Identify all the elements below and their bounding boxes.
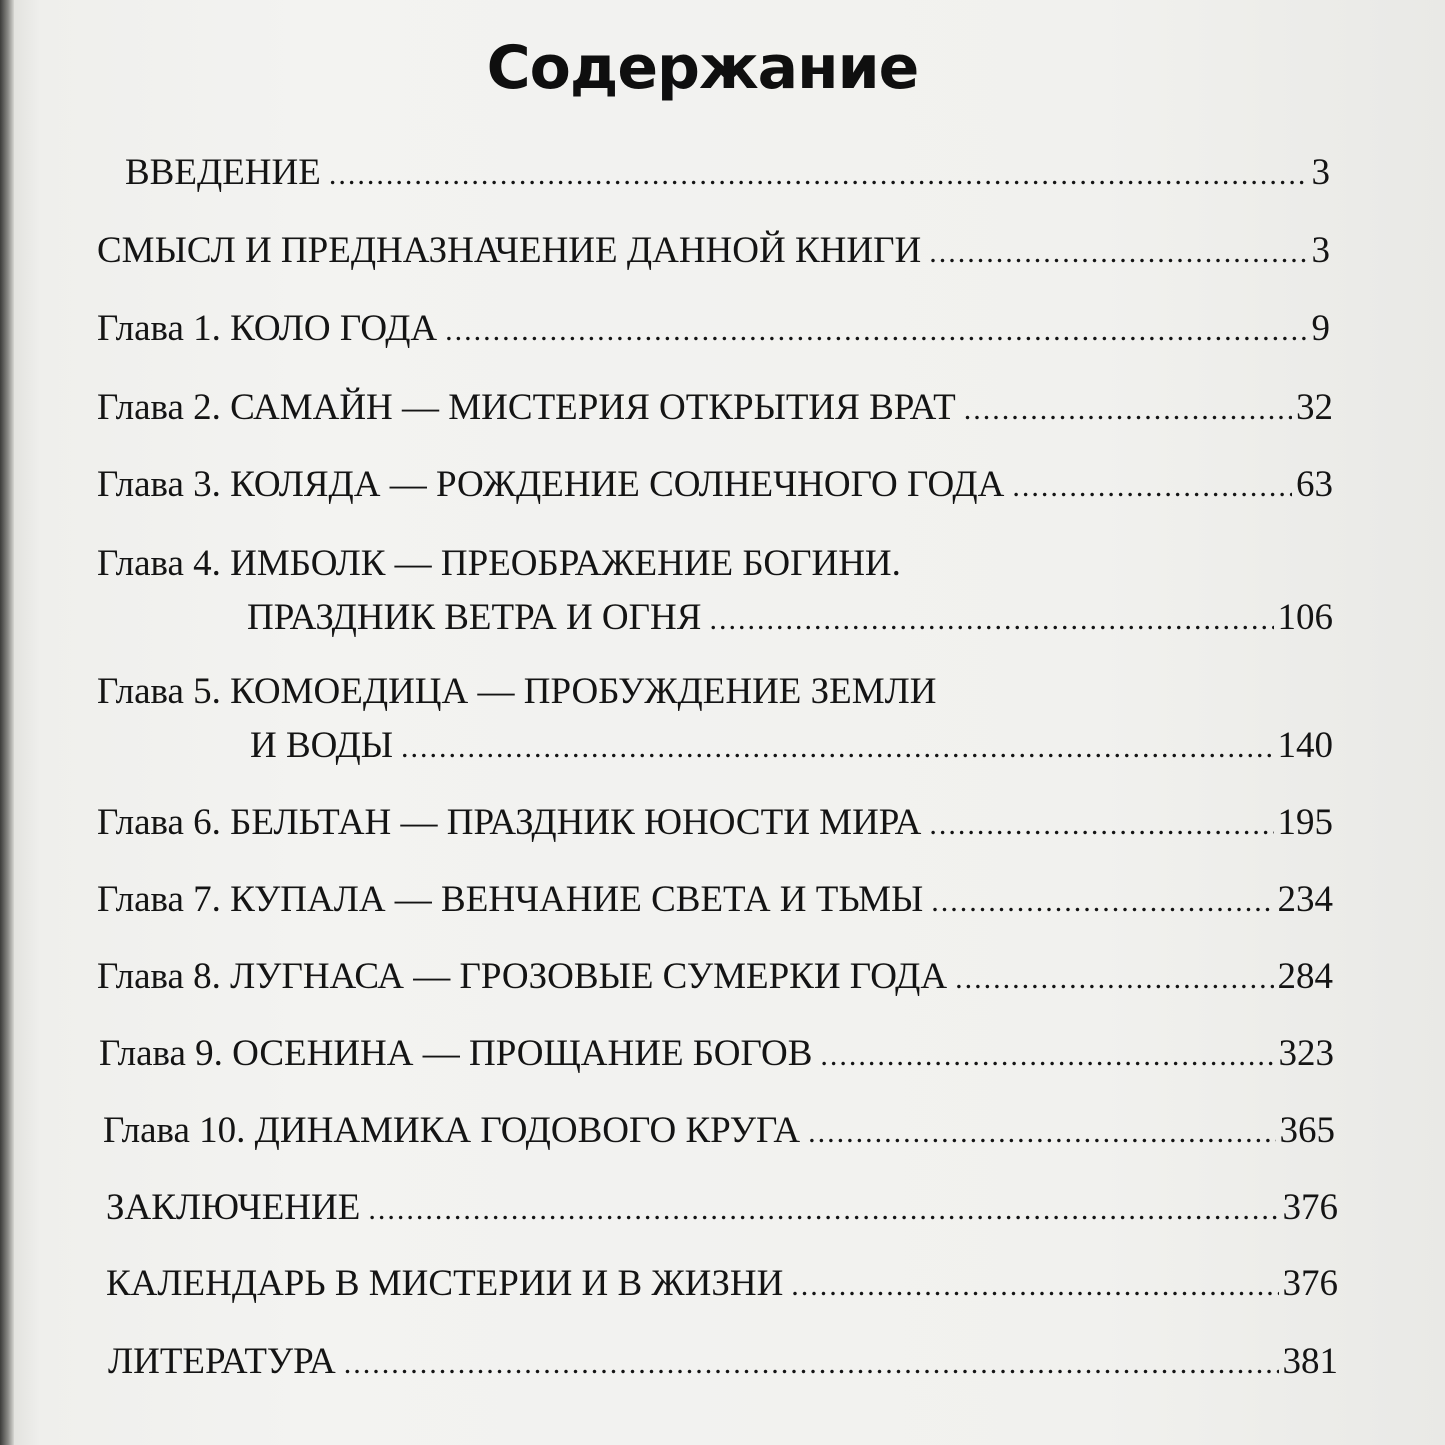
toc-entry-chapter-8 — [97, 954, 1333, 1002]
dot-leader — [929, 802, 1273, 848]
toc-entry-page: 284 — [1277, 956, 1333, 997]
dot-leader — [368, 1187, 1278, 1233]
toc-entry-chapter-7 — [97, 877, 1333, 925]
toc-entry-label: ЗАКЛЮЧЕНИЕ — [106, 1187, 361, 1228]
toc-entry-chapter-5-continuation — [250, 723, 1333, 771]
toc-entry-page: 376 — [1282, 1263, 1338, 1304]
toc-entry-page: 63 — [1296, 464, 1333, 505]
toc-entry-page: 234 — [1277, 879, 1333, 920]
toc-entry-chapter-9 — [99, 1031, 1334, 1079]
toc-entry-page: 9 — [1311, 308, 1330, 349]
toc-entry-label: КАЛЕНДАРЬ В МИСТЕРИИ И В ЖИЗНИ — [106, 1263, 784, 1304]
toc-entry-chapter-2 — [97, 385, 1333, 433]
toc-entry-label-continuation: ПРАЗДНИК ВЕТРА И ОГНЯ — [247, 597, 702, 638]
toc-entry-label: СМЫСЛ И ПРЕДНАЗНАЧЕНИЕ ДАННОЙ КНИГИ — [97, 230, 922, 271]
dot-leader — [709, 597, 1273, 643]
page-title: Содержание — [486, 33, 919, 103]
toc-entry-page: 140 — [1277, 725, 1333, 766]
toc-entry-label: ЛИТЕРАТУРА — [108, 1341, 336, 1382]
toc-entry-label: Глава 9. ОСЕНИНА — ПРОЩАНИЕ БОГОВ — [99, 1033, 813, 1074]
toc-entry-page: 376 — [1282, 1187, 1338, 1228]
toc-entry-label: Глава 10. ДИНАМИКА ГОДОВОГО КРУГА — [103, 1110, 801, 1151]
dot-leader — [820, 1033, 1274, 1079]
toc-entry-label: Глава 6. БЕЛЬТАН — ПРАЗДНИК ЮНОСТИ МИРА — [97, 802, 922, 843]
dot-leader — [401, 725, 1273, 771]
toc-entry-introduction — [125, 150, 1330, 198]
toc-entry-label: Глава 2. САМАЙН — МИСТЕРИЯ ОТКРЫТИЯ ВРАТ — [97, 387, 956, 428]
toc-entry-purpose — [97, 228, 1330, 276]
dot-leader — [445, 308, 1307, 354]
toc-entry-label: Глава 3. КОЛЯДА — РОЖДЕНИЕ СОЛНЕЧНОГО ГОДА — [97, 464, 1005, 505]
toc-entry-conclusion — [106, 1185, 1338, 1233]
toc-entry-label: Глава 5. КОМОЕДИЦА — ПРОБУЖДЕНИЕ ЗЕМЛИ — [97, 671, 937, 712]
toc-entry-label-continuation: И ВОДЫ — [250, 725, 394, 766]
dot-leader — [329, 152, 1308, 198]
toc-entry-label: ВВЕДЕНИЕ — [125, 152, 321, 193]
toc-entry-label: Глава 7. КУПАЛА — ВЕНЧАНИЕ СВЕТА И ТЬМЫ — [97, 879, 924, 920]
dot-leader — [931, 879, 1273, 925]
toc-entry-label: Глава 1. КОЛО ГОДА — [97, 308, 438, 349]
dot-leader — [791, 1263, 1278, 1309]
toc-entry-page: 323 — [1278, 1033, 1334, 1074]
toc-entry-chapter-10 — [103, 1108, 1335, 1156]
toc-entry-page: 381 — [1282, 1341, 1338, 1382]
toc-entry-page: 365 — [1279, 1110, 1335, 1151]
book-spine-shadow — [0, 0, 14, 1445]
toc-entry-calendar — [106, 1261, 1338, 1309]
dot-leader — [344, 1341, 1279, 1387]
toc-entry-chapter-5 — [97, 669, 1333, 715]
toc-entry-chapter-3 — [97, 462, 1333, 510]
dot-leader — [1012, 464, 1292, 510]
dot-leader — [964, 387, 1292, 433]
dot-leader — [808, 1110, 1275, 1156]
toc-entry-chapter-6 — [97, 800, 1333, 848]
toc-entry-page: 32 — [1296, 387, 1333, 428]
toc-entry-page: 3 — [1311, 230, 1330, 271]
toc-entry-chapter-4-continuation — [247, 595, 1333, 643]
toc-entry-page: 106 — [1277, 597, 1333, 638]
toc-entry-label: Глава 8. ЛУГНАСА — ГРОЗОВЫЕ СУМЕРКИ ГОДА — [97, 956, 948, 997]
toc-entry-page: 195 — [1277, 802, 1333, 843]
toc-entry-bibliography — [108, 1339, 1338, 1387]
toc-entry-chapter-4 — [97, 541, 1333, 587]
toc-entry-label: Глава 4. ИМБОЛК — ПРЕОБРАЖЕНИЕ БОГИНИ. — [97, 543, 901, 584]
dot-leader — [955, 956, 1273, 1002]
toc-entry-chapter-1 — [97, 306, 1330, 354]
toc-entry-page: 3 — [1311, 152, 1330, 193]
dot-leader — [929, 230, 1307, 276]
